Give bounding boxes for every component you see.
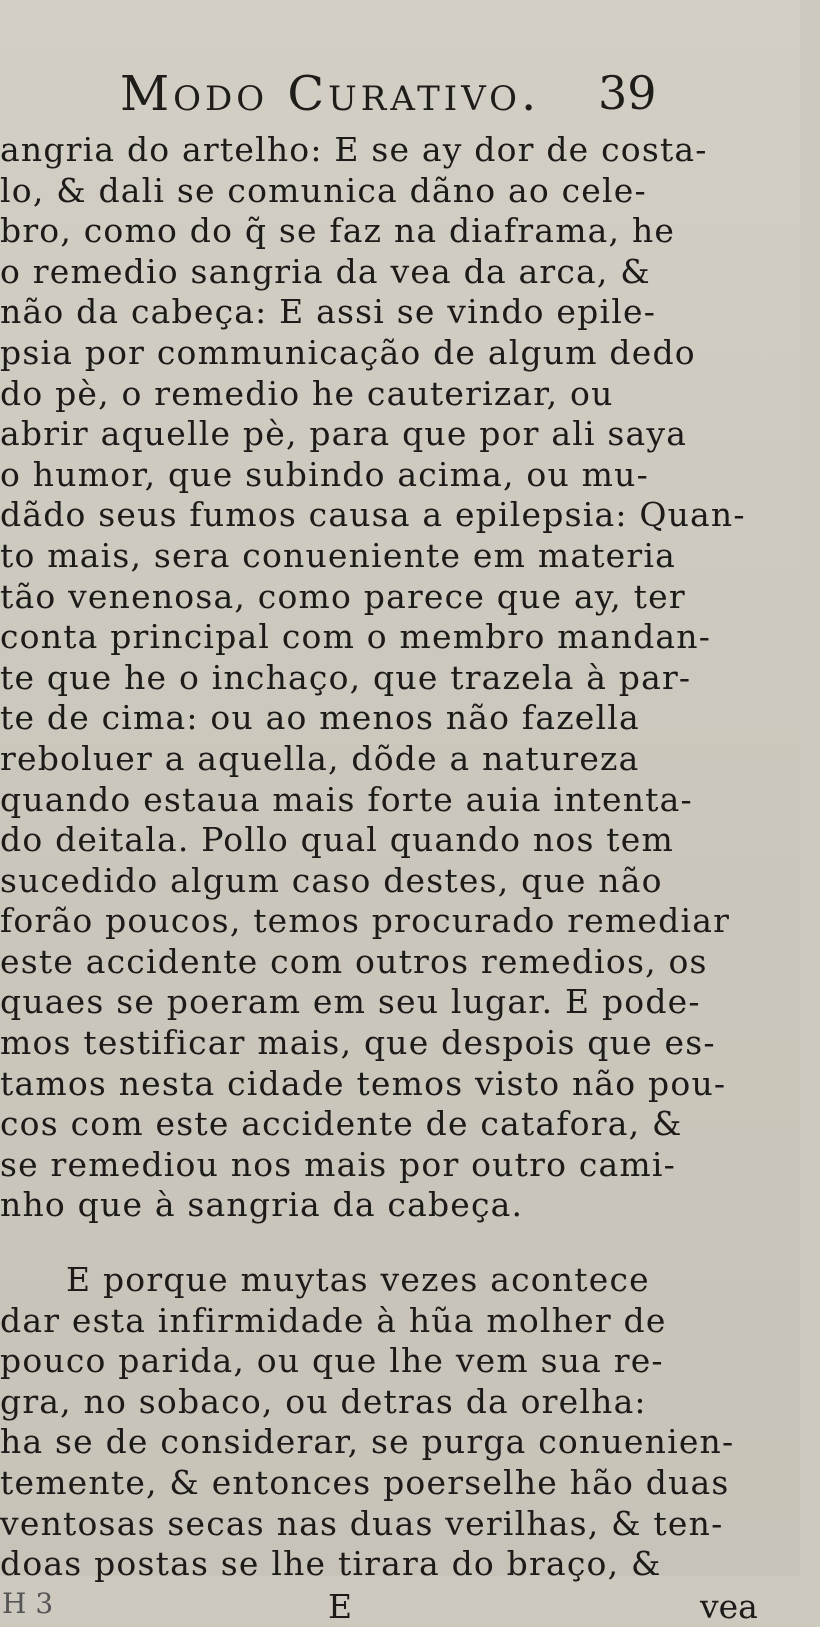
text-line: te de cima: ou ao menos não fazella [0,698,640,738]
text-line: tamos nesta cidade temos visto não pou- [0,1063,727,1103]
text-line: do pè, o remedio he cauterizar, ou [0,373,614,413]
text-line: bro, como do q̃ se faz na diaframa, he [0,211,676,251]
paragraph-start-line: E porque muytas vezes acontece [66,1260,650,1300]
page-header [0,66,800,126]
text-line: ventosas secas nas duas verilhas, & ten- [0,1503,724,1543]
text-line: reboluer a aquella, dõde a natureza [0,738,640,778]
text-line: lo, & dali se comunica dãno ao cele- [0,170,647,210]
signature-letter: E [328,1586,353,1626]
text-line: sucedido algum caso destes, que não [0,860,663,900]
text-line: o remedio sangria da vea da arca, & [0,251,651,291]
text-line: dar esta infirmidade à hũa molher de [0,1300,667,1340]
body-text [0,130,820,1627]
text-line: este accidente com outros remedios, os [0,941,708,981]
text-line: gra, no sobaco, ou detras da orelha: [0,1381,647,1421]
text-line: se remediou nos mais por outro cami- [0,1144,676,1184]
page-number: 39 [598,66,657,120]
text-line: te que he o inchaço, que trazela à par- [0,657,692,697]
text-line: do deitala. Pollo qual quando nos tem [0,820,674,860]
text-line: angria do artelho: E se ay dor de costa- [0,130,708,169]
text-line: doas postas se lhe tirara do braço, & [0,1544,662,1584]
text-line: nho que à sangria da cabeça. [0,1185,524,1225]
catchword: vea [700,1586,758,1626]
text-line: tão venenosa, como parece que ay, ter [0,576,686,616]
signature-mark: H 3 [2,1586,54,1620]
text-line: forão poucos, temos procurado remediar [0,901,731,941]
text-line: cos com este accidente de catafora, & [0,1104,683,1144]
text-line: ha se de considerar, se purga conuenien- [0,1422,735,1462]
text-line: mos testificar mais, que despois que es- [0,1023,716,1063]
text-line: conta principal com o membro mandan- [0,617,712,657]
text-line: temente, & entonces poerselhe hão duas [0,1463,730,1502]
text-line: psia por communicação de algum dedo [0,332,696,372]
text-line: abrir aquelle pè, para que por ali saya [0,414,688,454]
text-line: to mais, sera conueniente em materia [0,535,676,575]
text-line: pouco parida, ou que lhe vem sua re- [0,1341,664,1381]
text-line: quando estaua mais forte auia intenta- [0,779,693,819]
page-footer [0,1587,820,1627]
text-line: quaes se poeram em seu lugar. E pode- [0,982,701,1022]
text-line: não da cabeça: E assi se vindo epile- [0,292,657,332]
text-line: o humor, que subindo acima, ou mu- [0,454,649,494]
text-line: dãdo seus fumos causa a epilepsia: Quan- [0,495,746,535]
running-head: Modo Curativo. [120,66,541,122]
